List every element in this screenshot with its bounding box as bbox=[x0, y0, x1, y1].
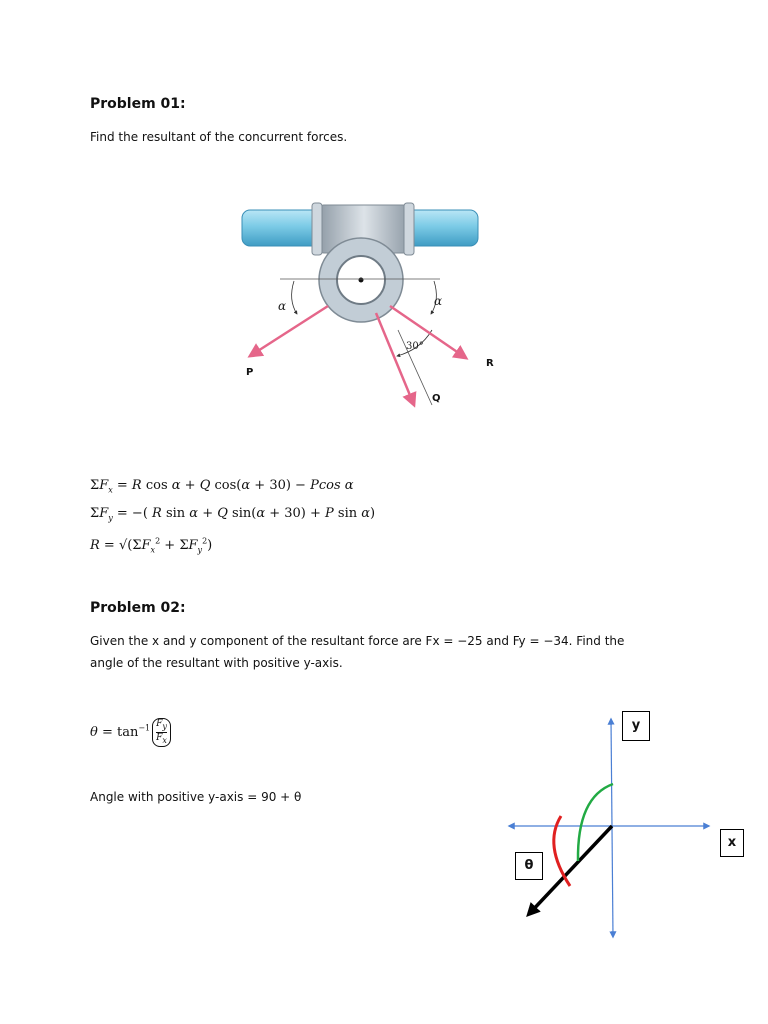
force-label-q: Q bbox=[432, 393, 441, 404]
vector-axes-figure bbox=[495, 705, 750, 945]
problem-2-statement-line-2: angle of the resultant with positive y-axis. bbox=[90, 656, 343, 670]
alpha-label-right: α bbox=[434, 294, 443, 308]
y-angle-arc bbox=[578, 784, 613, 861]
theta-formula: $\theta = \tan^{-1}$ $\frac{F_y}{F_x}$ bbox=[90, 718, 171, 747]
x-axis-label-box: x bbox=[720, 829, 744, 857]
theta-label-box: θ bbox=[515, 852, 543, 880]
problem-1-statement: Find the resultant of the concurrent forces. bbox=[90, 130, 348, 144]
force-label-p: P bbox=[246, 367, 254, 378]
concurrent-forces-figure bbox=[200, 178, 510, 428]
force-q-arrow bbox=[376, 313, 414, 405]
resultant-equation: $R = √(\Sigma F_x^2 + \Sigma F_y^2)$ bbox=[90, 537, 213, 555]
sum-fy-equation: $\Sigma F_y$ = −( R sin α + Q sin(α + 30) + P sin α) bbox=[90, 506, 376, 523]
y-axis-label-box: y bbox=[622, 711, 650, 741]
problem-2-statement bbox=[90, 630, 690, 674]
theta-formula-text bbox=[90, 718, 91, 719]
angle-note: Angle with positive y-axis = 90 + θ bbox=[90, 790, 302, 804]
problem-2-statement-line-1: Given the x and y component of the resultant force are Fx = −25 and Fy = −34. Find the bbox=[90, 634, 625, 648]
alpha-label-left: α bbox=[278, 299, 287, 313]
force-label-r: R bbox=[486, 358, 494, 369]
eye-ring bbox=[319, 238, 403, 322]
angle-label-30: 30° bbox=[406, 341, 424, 352]
problem-2-title: Problem 02: bbox=[90, 600, 186, 616]
sum-fx-equation: $\Sigma F_x = R$ cos α + Q cos(α + 30) − Pcos α bbox=[90, 478, 354, 495]
force-p-arrow bbox=[250, 306, 328, 356]
force-r-arrow bbox=[390, 306, 466, 358]
problem-1-title: Problem 01: bbox=[90, 96, 186, 112]
